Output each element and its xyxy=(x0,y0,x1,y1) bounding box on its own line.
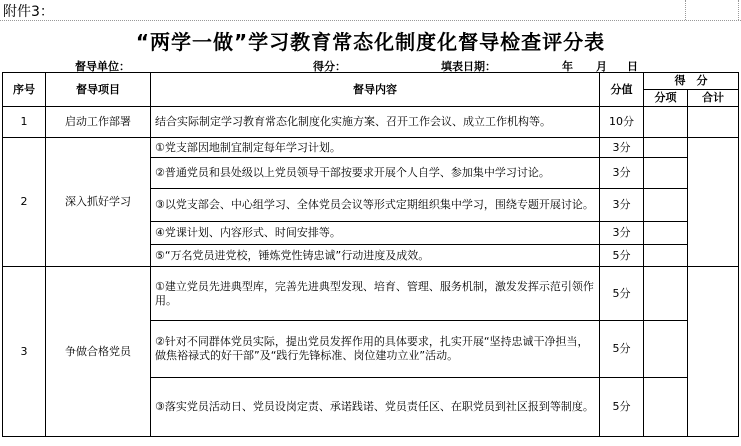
header-seq: 序号 xyxy=(3,73,46,107)
sheet-gridline xyxy=(0,20,741,21)
header-score: 得 分 xyxy=(644,73,739,90)
item-points: 5分 xyxy=(600,378,644,437)
sub-score-cell[interactable] xyxy=(644,158,688,189)
table-row xyxy=(3,107,739,138)
section-project: 深入抓好学习 xyxy=(46,138,151,267)
day-label: 日 xyxy=(627,60,638,73)
item-content: ②针对不同群体党员实际，提出党员发挥作用的具体要求，扎实开展“坚持忠诚干净担当，做焦裕禄式的好干部”及“践行先锋标准、岗位建功立业”活动。 xyxy=(151,321,600,378)
header-project: 督导项目 xyxy=(46,73,151,107)
sub-score-cell[interactable] xyxy=(644,222,688,245)
item-points: 3分 xyxy=(600,222,644,245)
item-content: ②普通党员和县处级以上党员领导干部按要求开展个人自学、参加集中学习讨论。 xyxy=(151,158,600,189)
sheet-gridline xyxy=(685,0,686,20)
section-seq: 1 xyxy=(3,107,46,138)
item-points: 3分 xyxy=(600,138,644,158)
supervising-unit-label: 督导单位： xyxy=(75,60,130,73)
header-sub-score: 分项 xyxy=(644,90,688,107)
item-content: ③以党支部会、中心组学习、全体党员会议等形式定期组织集中学习，围绕专题开展讨论。 xyxy=(151,189,600,222)
sub-score-cell[interactable] xyxy=(644,189,688,222)
header-points: 分值 xyxy=(600,73,644,107)
sub-score-cell[interactable] xyxy=(644,138,688,158)
item-points: 3分 xyxy=(600,158,644,189)
total-score-cell[interactable] xyxy=(688,267,739,437)
table-row xyxy=(3,138,739,158)
sub-score-cell[interactable] xyxy=(644,267,688,321)
month-label: 月 xyxy=(596,60,607,73)
evaluation-table xyxy=(2,72,739,437)
sheet-gridline xyxy=(738,0,739,20)
score-label: 得分： xyxy=(313,60,346,73)
item-content: ①党支部因地制宜制定每年学习计划。 xyxy=(151,138,600,158)
item-content: ⑤“万名党员进党校，锤炼党性铸忠诚”行动进度及成效。 xyxy=(151,245,600,267)
section-seq: 3 xyxy=(3,267,46,437)
sub-score-cell[interactable] xyxy=(644,245,688,267)
table-row xyxy=(3,267,739,321)
total-score-cell[interactable] xyxy=(688,107,739,138)
header-total: 合计 xyxy=(688,90,739,107)
item-points: 5分 xyxy=(600,245,644,267)
table-header-row xyxy=(3,73,739,90)
item-points: 5分 xyxy=(600,267,644,321)
annex-label: 附件3： xyxy=(3,4,54,20)
item-points: 3分 xyxy=(600,189,644,222)
item-content: ④党课计划、内容形式、时间安排等。 xyxy=(151,222,600,245)
sub-score-cell[interactable] xyxy=(644,107,688,138)
section-project: 启动工作部署 xyxy=(46,107,151,138)
section-project: 争做合格党员 xyxy=(46,267,151,437)
total-score-cell[interactable] xyxy=(688,138,739,267)
fill-date-label: 填表日期： xyxy=(441,60,496,73)
page-title: “两学一做”学习教育常态化制度化督导检查评分表 xyxy=(135,30,606,54)
item-content: ③落实党员活动日、党员设岗定责、承诺践诺、党员责任区、在职党员到社区报到等制度。 xyxy=(151,378,600,437)
section-seq: 2 xyxy=(3,138,46,267)
year-label: 年 xyxy=(562,60,573,73)
sub-score-cell[interactable] xyxy=(644,321,688,378)
item-points: 10分 xyxy=(600,107,644,138)
item-points: 5分 xyxy=(600,321,644,378)
header-content: 督导内容 xyxy=(151,73,600,107)
item-content: ①建立党员先进典型库，完善先进典型发现、培育、管理、服务机制，激发发挥示范引领作用。 xyxy=(151,267,600,321)
item-content: 结合实际制定学习教育常态化制度化实施方案、召开工作会议、成立工作机构等。 xyxy=(151,107,600,138)
sub-score-cell[interactable] xyxy=(644,378,688,437)
